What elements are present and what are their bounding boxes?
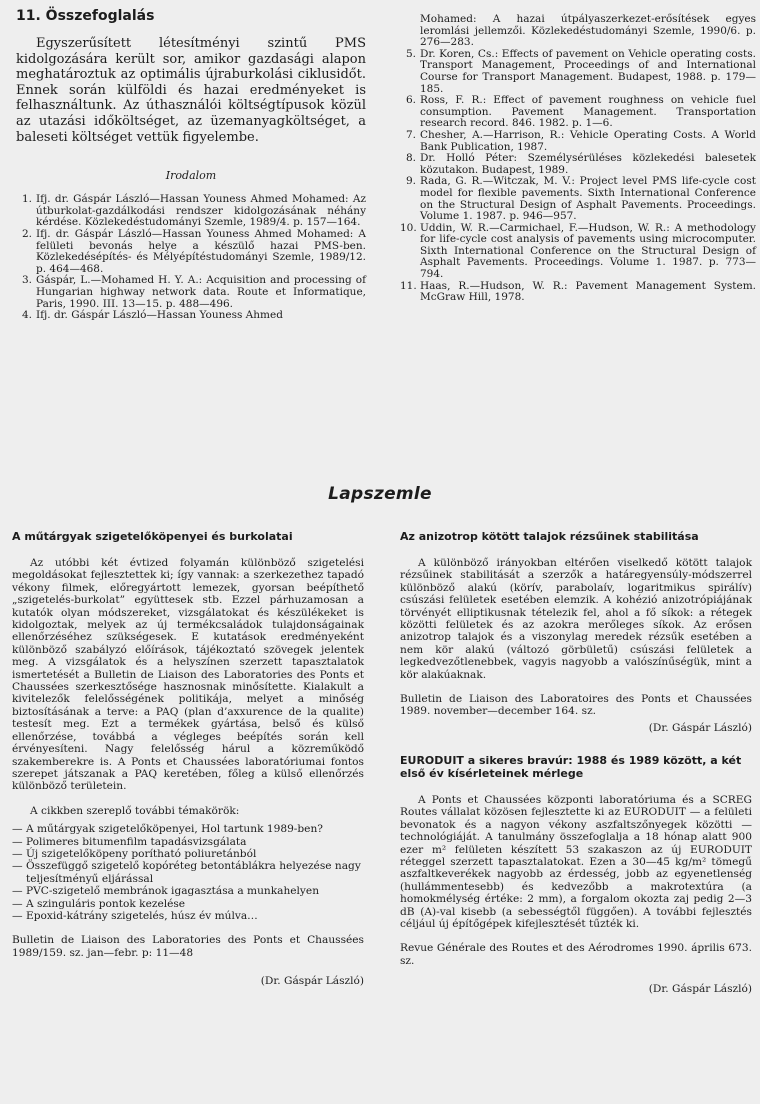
- topic-item: — PVC-szigetelő membránok igagasztása a munkahelyen: [12, 885, 320, 898]
- article-paragraph: Az utóbbi két évtized folyamán különböző szigetelési megoldásokat fejlesztettek ki; így vannak: a szerkezethez tapadó vékony filmek, előregyártott lemezek, gyorsan beépíthető „szigetelés-burkolat” együttesek stb. Ezzel párhuzamosan a kutatók olyan módszereket, vizsgálatokat és készülékeket is kidolgoztak, melyek az új termékcsaládok tulajdonságainak ellenőrzéséhez szükségesek. E kutatások eredményeként különböző szabályzó előírások, tájékoztató szövegek jelentek meg. A vizsgálatok és a helyszínen szerzett tapasztalatok ismertetését a Bulletin de Liaison des Laboratories des Ponts et Chaussées szerkesztősége hasznosnak minősítette. Kialakult a kivitelezők felelősségének politikája, melyet a minőség biztosításának a terve: a PAQ (plan d’axxurence de la qualite) testesít meg. Ezt a termékek gyártása, belső és külső ellenőrzése, továbbá a végleges beépítés során kell érvényesíteni. Nagy felelősség hárul a közreműködő szakemberekre is. A Ponts et Chaussées laboratóriumai fontos szerepet játszanak a PAQ keretében, főleg a külső ellenőrzés különböző területein.: [12, 557, 364, 793]
- topic-item: — A szinguláris pontok kezelése: [12, 897, 186, 910]
- summary-column: [16, 8, 366, 322]
- summary-title: 11. Összefoglalás: [16, 8, 155, 24]
- reference-list-continued: [400, 14, 756, 304]
- reference-item: 11. Haas, R.—Hudson, W. R.: Pavement Management System. McGraw Hill, 1978.: [400, 279, 756, 304]
- article-paragraph: A cikkben szereplő további témakörök:: [30, 804, 240, 817]
- reference-item: 6. Ross, F. R.: Effect of pavement roughness on vehicle fuel consumption. Pavement Management. Transportation research record. 846. 1982. p. 1—6.: [405, 94, 756, 130]
- reference-item: 5. Dr. Koren, Cs.: Effects of pavement on Vehicle operating costs. Transport Management, Proceedings of and International Course for Transport Management. Budapest, 1988. p. 179—185.: [405, 47, 756, 95]
- article-source: Revue Générale des Routes et des Aérodromes 1990. április 673. sz.: [400, 942, 752, 967]
- topic-item: — Epoxid-kátrány szigetelés, húsz év múlva…: [12, 909, 258, 922]
- article-paragraph: A különböző irányokban eltérően viselkedő kötött talajok rézsűinek stabilitását a szerzők a határegyensúly-módszerrel különböző alakú (körív, parabolaív, logaritmikus spirálív) csúszási felületek esetében elemzik. A kohézió anizotrópiájának törvényét elliptikusnak tételezik fel, ahol a fő síkok: a rétegek közötti felületek és az azokra merőleges síkok. Az erősen anizotrop talajok és a viszonylag meredek rézsűk esetében a nem kör alakú (változó görbületű) csúszási felületek a legkedvezőtlenebbek, vagyis nagyobb a valószínűségük, mint a kör alakúaknak.: [400, 557, 752, 681]
- reference-item: 2. Ifj. dr. Gáspár László—Hassan Youness Ahmed Mohamed: A felületi bevonás helye a készülő hazai PMS-ben. Közlekedésépítés- és Mélyépítéstudományi Szemle, 1989/12. p. 464—468.: [21, 227, 366, 275]
- article-author: (Dr. Gáspár László): [260, 975, 364, 988]
- references-heading: Irodalom: [165, 169, 217, 183]
- reference-item: 3. Gáspár, L.—Mohamed H. Y. A.: Acquisition and processing of Hungarian highway network data. Route et Informatique, Paris, 1990. III. 13—15. p. 488—496.: [21, 274, 366, 310]
- summary-paragraph: Egyszerűsített létesítményi szintű PMS kidolgozására került sor, amikor gazdasági alapon meghatároztuk az optimális újraburkolási ciklusidőt. Ennek során külföldi és hazai eredményeket is felhasználtunk. Az úthasználói költségtípusok közül az utazási időköltséget, az üzemanyagköltséget, a baleseti költséget vettük figyelembe.: [16, 36, 366, 145]
- article-author: (Dr. Gáspár László): [648, 983, 752, 996]
- reference-item: 8. Dr. Holló Péter: Személysérüléses közlekedési balesetek közutakon. Budapest, 1989.: [405, 152, 756, 176]
- article-title: EURODUIT a sikeres bravúr: 1988 és 1989 között, a két első év kísérleteinek mérlege: [400, 753, 742, 780]
- article-paragraph: A Ponts et Chaussées központi laboratóriuma és a SCREG Routes vállalat közösen fejlesztette ki az EURODUIT — a felületi bevonatok és a nagyon vékony aszfaltszőnyegek közötti — technológiáját. A tanulmány összefoglalja a 18 hónap alatt 900 ezer m² felületen készített 53 szakaszon az új EURODUIT réteggel szerzett tapasztalatokat. Ezen a 30—45 kg/m² tömegű aszfaltkeverékek nagyobb az érdesség, jobb az egyenetlenség (hullámmentesebb) és kedvezőbb a makrotextúra (a homokmélység értéke: 2 mm), a forgalom okozta zaj pedig 2—3 dB (A)-val kisebb (a sebességtől függően). A további fejlesztés céljául új építőgépek kifejlesztését tűzték ki.: [400, 793, 752, 930]
- reference-item: Mohamed: A hazai útpályaszerkezet-erősítések egyes leromlási jellemzői. Közlekedéstudományi Szemle, 1990/6. p. 276—283.: [420, 13, 756, 49]
- topic-item: — Összefüggő szigetelő kopóréteg betontáblákra helyezése nagy teljesítményű eljárással: [12, 860, 361, 885]
- topic-item: — Új szigetelőköpeny porítható poliuretánból: [12, 847, 257, 860]
- reference-item: 9. Rada, G. R.—Witczak, M. V.: Project level PMS life-cycle cost model for flexible pavements. Sixth International Conference on the Structural Design of Asphalt Pavements. Proceedings. Volume 1. 1987. p. 946—957.: [405, 175, 756, 223]
- article-source: Bulletin de Liaison des Laboratories des Ponts et Chaussées 1989/159. sz. jan—febr. p: 11—48: [12, 934, 364, 959]
- reference-item: 4. Ifj. dr. Gáspár László—Hassan Youness Ahmed: [21, 309, 283, 322]
- article-column-right: [400, 530, 752, 995]
- reference-list: [16, 194, 366, 322]
- reference-item: 10. Uddin, W. R.—Carmichael, F.—Hudson, W. R.: A methodology for life-cycle cost analysis of pavements using microcomputer. Sixth International Conference on the Structural Design of Asphalt Pavements. Proceedings. Volume 1. 1987. p. 773—794.: [400, 221, 756, 281]
- article-column-left: [12, 530, 364, 987]
- reference-item: 1. Ifj. dr. Gáspár László—Hassan Youness Ahmed Mohamed: Az útburkolat-gazdálkodási rendszer kidolgozásának néhány kérdése. Közlekedéstudományi Szemle, 1989/4. p. 157—164.: [21, 193, 366, 229]
- topic-list: [12, 823, 364, 922]
- topic-item: — Polimeres bitumenfilm tapadásvizsgálata: [12, 835, 247, 848]
- article-title: Az anizotrop kötött talajok rézsűinek stabilitása: [400, 530, 699, 543]
- article-author: (Dr. Gáspár László): [648, 721, 752, 734]
- reference-item: 7. Chesher, A.—Harrison, R.: Vehicle Operating Costs. A World Bank Publication, 1987.: [405, 128, 756, 153]
- topic-item: — A műtárgyak szigetelőköpenyei, Hol tartunk 1989-ben?: [12, 823, 323, 836]
- article-source: Bulletin de Liaison des Laboratoires des Ponts et Chaussées 1989. november—december 164. sz.: [400, 693, 752, 718]
- section-heading: Lapszemle: [328, 484, 432, 504]
- article-title: A műtárgyak szigetelőköpenyei és burkolatai: [12, 530, 293, 543]
- references-continued-column: [400, 14, 756, 304]
